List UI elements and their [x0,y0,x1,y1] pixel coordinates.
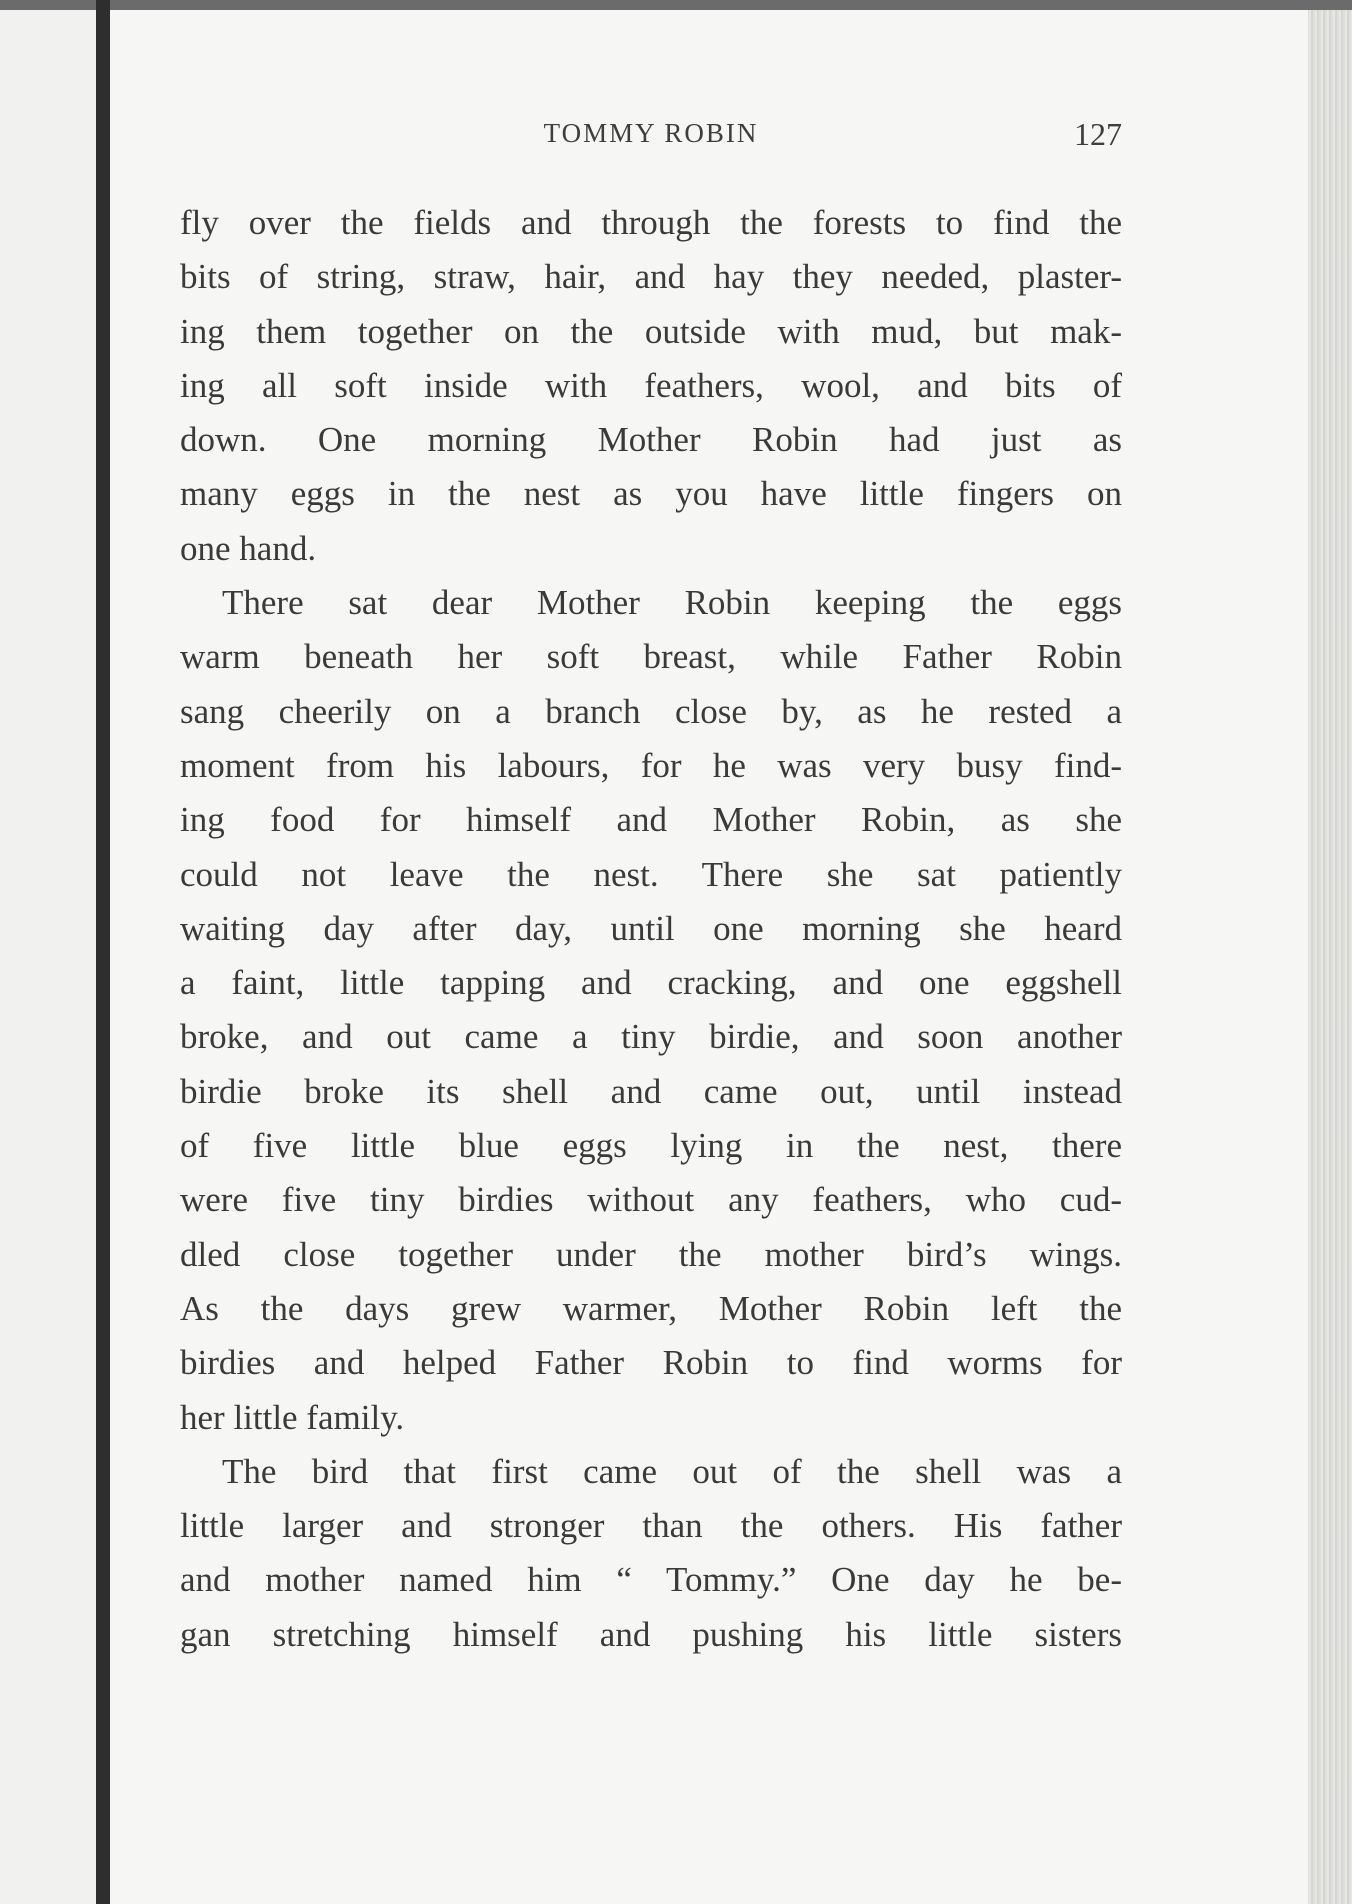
text-line: and mother named him “ Tommy.” One day he be- [180,1560,1122,1600]
facing-page-edge [0,10,96,1904]
text-line: one hand. [180,528,317,568]
text-line: fly over the fields and through the forests to find the [180,203,1122,242]
running-title: TOMMY ROBIN [543,118,759,148]
text-line: birdie broke its shell and came out, until instead [180,1071,1122,1111]
text-line: sang cheerily on a branch close by, as he rested a [180,691,1122,731]
text-line: moment from his labours, for he was very busy find- [180,745,1122,785]
text-line: warm beneath her soft breast, while Father Robin [180,637,1122,677]
text-line: down. One morning Mother Robin had just as [180,420,1122,460]
text-line: were five tiny birdies without any feathers, who cud- [180,1180,1122,1220]
text-line: bits of string, straw, hair, and hay they needed, plaster- [180,257,1122,297]
page-number: 127 [1074,116,1122,152]
text-line: ing all soft inside with feathers, wool, and bits of [180,365,1122,405]
text-line: could not leave the nest. There she sat patiently [180,854,1122,894]
text-line: ing food for himself and Mother Robin, as she [180,800,1122,840]
body-text [180,196,1122,1662]
running-head [180,110,1122,160]
book-gutter [96,0,110,1904]
text-line: a faint, little tapping and cracking, and one eggshell [180,963,1122,1003]
text-line: There sat dear Mother Robin keeping the eggs [222,583,1122,623]
text-line: many eggs in the nest as you have little fingers on [180,474,1122,514]
text-line: of five little blue eggs lying in the nest, there [180,1126,1122,1166]
text-line: gan stretching himself and pushing his little sisters [180,1614,1122,1654]
text-line: waiting day after day, until one morning she heard [180,908,1122,948]
text-line: little larger and stronger than the others. His father [180,1506,1122,1546]
text-line: The bird that first came out of the shell was a [222,1451,1122,1491]
text-line: birdies and helped Father Robin to find worms for [180,1343,1122,1383]
text-line: her little family. [180,1397,405,1437]
text-line: ing them together on the outside with mud, but mak- [180,311,1122,351]
text-line: dled close together under the mother bird’s wings. [180,1234,1122,1274]
page-stack-edge [1308,10,1352,1904]
text-line: broke, and out came a tiny birdie, and soon another [180,1017,1122,1057]
text-line: As the days grew warmer, Mother Robin left the [180,1288,1122,1328]
